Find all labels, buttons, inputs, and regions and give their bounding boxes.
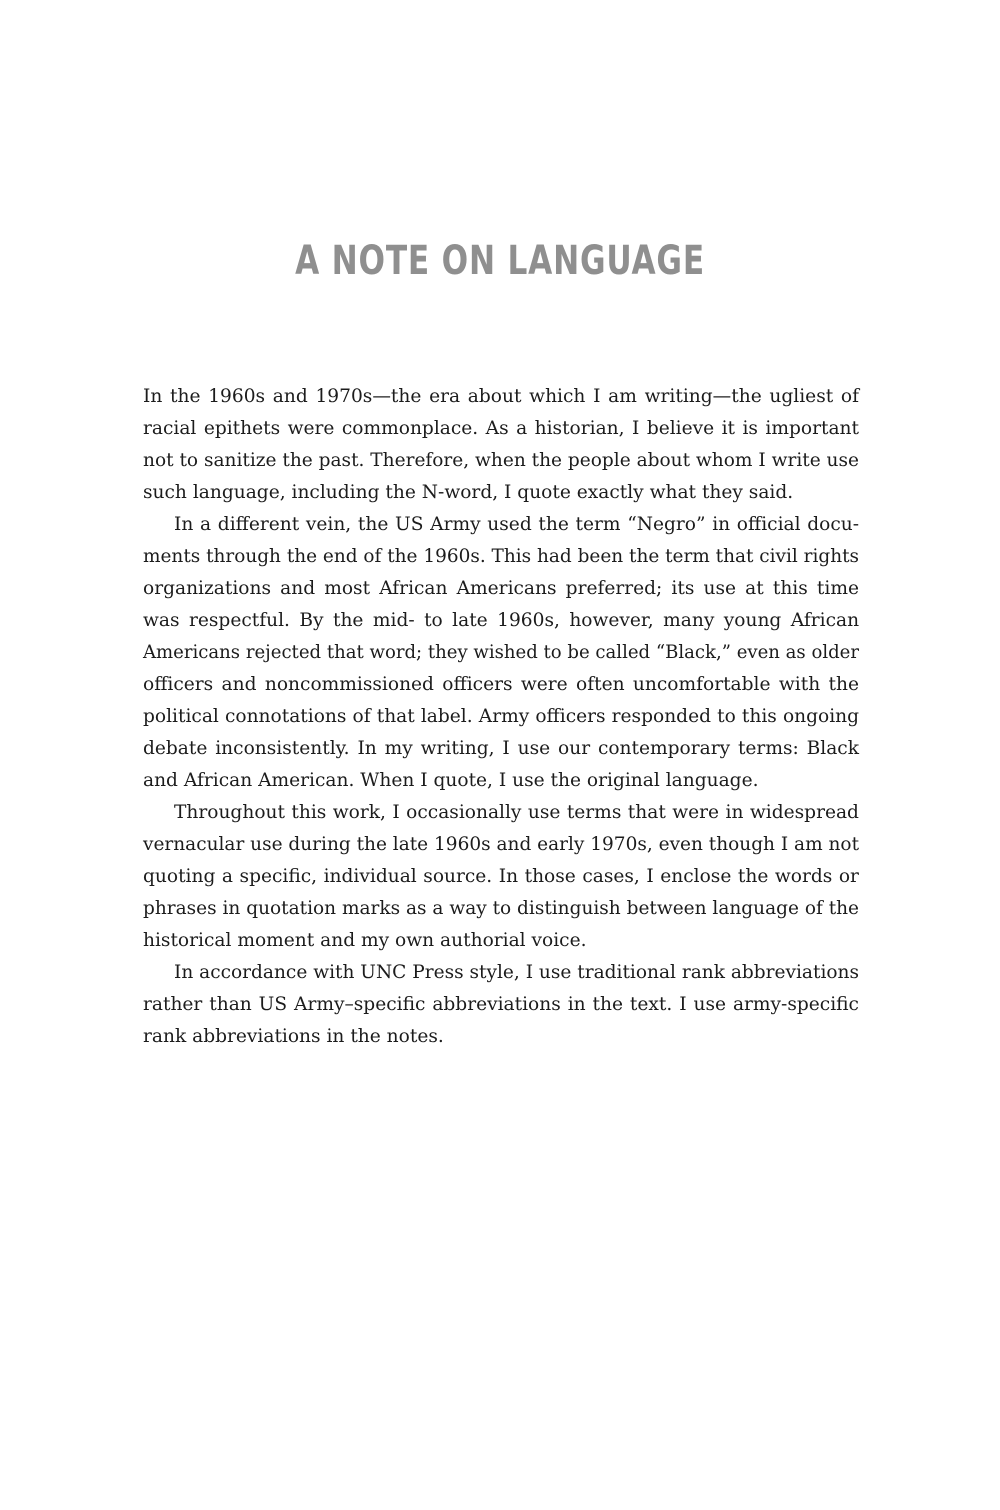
paragraph <box>143 957 859 1053</box>
text-line: Throughout this work, I occasionally use terms that were in widespread <box>174 802 859 823</box>
text-line: historical moment and my own authorial voice. <box>143 930 587 951</box>
text-line: and African American. When I quote, I use the original language. <box>143 770 759 791</box>
text-line: not to sanitize the past. Therefore, when the people about whom I write use <box>143 450 859 471</box>
text-line: racial epithets were commonplace. As a historian, I believe it is important <box>143 418 859 439</box>
body-text <box>143 381 859 1053</box>
text-line: officers and noncommissioned officers were often uncomfortable with the <box>143 674 859 695</box>
text-line: vernacular use during the late 1960s and early 1970s, even though I am not <box>143 834 860 855</box>
text-line: Americans rejected that word; they wished to be called “Black,” even as older <box>143 642 860 663</box>
text-line: rank abbreviations in the notes. <box>143 1026 444 1047</box>
text-line: ments through the end of the 1960s. This had been the term that civil rights <box>143 546 859 567</box>
text-line: phrases in quotation marks as a way to distinguish between language of the <box>143 898 860 919</box>
paragraph <box>143 797 859 957</box>
text-line: In the 1960s and 1970s—the era about which I am writing—the ugliest of <box>143 386 859 407</box>
text-line: rather than US Army–specific abbreviations in the text. I use army-specific <box>143 994 859 1015</box>
paragraph <box>143 509 859 797</box>
text-line: was respectful. By the mid- to late 1960s, however, many young African <box>143 610 860 631</box>
paragraph <box>143 381 859 509</box>
text-line: In accordance with UNC Press style, I use traditional rank abbreviations <box>174 962 860 983</box>
text-line: In a different vein, the US Army used the term “Negro” in official docu- <box>174 514 860 535</box>
text-line: such language, including the N-word, I quote exactly what they said. <box>143 482 794 503</box>
text-line: debate inconsistently. In my writing, I use our contemporary terms: Black <box>143 738 859 759</box>
text-line: political connotations of that label. Army officers responded to this ongoing <box>143 706 860 727</box>
text-line: organizations and most African Americans preferred; its use at this time <box>143 578 859 599</box>
text-line: quoting a specific, individual source. In those cases, I enclose the words or <box>143 866 859 887</box>
page-title: A NOTE ON LANGUAGE <box>295 238 705 284</box>
